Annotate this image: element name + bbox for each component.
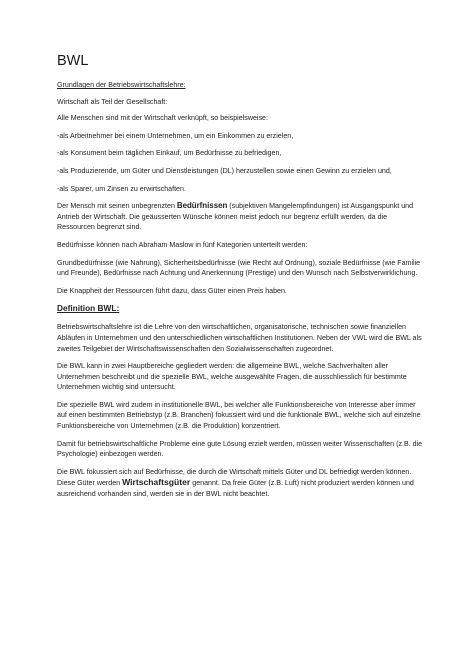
section-heading-grundlagen: Grundlagen der Betriebswirtschaftslehre:	[57, 81, 186, 89]
list-item: -als Konsument beim täglichen Einkauf, um Bedürfnisse zu befriedigen,	[57, 149, 282, 158]
section-heading-definition: Definition BWL:	[57, 303, 120, 314]
needs-bold-term: Bedürfnissen	[176, 201, 228, 211]
maslow-list: Grundbedürfnisse (wie Nahrung), Sicherheitsbedürfnisse (wie Recht auf Ordnung), soziale Bedürfnisse (wie Familie und Freunde), Bedürfnisse nach Achtung und Anerkennung (Prestige) und den Wunsch nach Selbstverwirklichung.	[57, 258, 421, 278]
goods-text-after: genannt. Da freie Güter (z.B. Luft) nicht produziert werden können und ausreichend vorhanden sind, werden sie in der BWL nicht beachtet.	[57, 479, 414, 499]
scarcity-paragraph: Die Knappheit der Ressourcen führt dazu, dass Güter einen Preis haben.	[57, 286, 287, 295]
list-item: -als Sparer, um Zinsen zu erwirtschaften.	[57, 184, 186, 193]
definition-paragraph-3: Die spezielle BWL wird zudem in institutionelle BWL, bei welcher alle Funktionsbereiche von Interesse aber immer auf einen bestimmten Betriebstyp (z.B. Branchen) fokussiert wird und die funktionale BWL, welche sich auf einzelne Funktionsbereiche von Unternehmen (z.B. die Produktion) konzentriert.	[57, 400, 421, 431]
definition-paragraph-4: Damit für betriebswirtschaftliche Probleme eine gute Lösung erzielt werden, müssen weiter Wissenschaften (z.B. die Psychologie) einbezogen werden.	[57, 439, 423, 459]
definition-paragraph-2: Die BWL kann in zwei Hauptbereiche gegliedert werden: die allgemeine BWL, welche Sachverhalten aller Unternehmen beschreibt und die spezielle BWL, welche ausgewählte Fragen, die ausschliesslich für bestimmte Unternehmen wichtig sind untersucht.	[57, 362, 407, 392]
needs-text-after: (subjektiven Mangelempfindungen) ist Ausgangspunkt und Antrieb der Wirtschaft. Die geäusserten Wünsche können meist jedoch nur begrenz erfüllt werden, da die Ressourcen begrenzt sind.	[57, 202, 414, 232]
definition-paragraph-1: Betriebswirtschaftslehre ist die Lehre von den wirtschaftlichen, organisatorische, technischen sowie finanziellen Abläufen in Unternehmen und den unterschiedlichen wirtschaftlichen Institutionen. Neben der VWL wird die BWL als zweites Teilgebiet der Wirtschaftswissenschaften den Sozialwissenschaften zugeordnet.	[57, 323, 422, 353]
goods-text-before: Die BWL fokussiert sich auf Bedürfnisse, die durch die Wirtschaft mittels Güter und DL befriedigt werden können. Diese Güter werden	[57, 467, 412, 488]
maslow-intro: Bedürfnisse können nach Abraham Maslow in fünf Kategorien unterteilt werden:	[57, 240, 308, 249]
document-title: BWL	[57, 53, 89, 69]
subheading-wirtschaft-gesellschaft: Wirtschaft als Teil der Gesellschaft:	[57, 97, 168, 106]
list-item: -als Arbeitnehmer bei einem Unternehmen, um ein Einkommen zu erzielen,	[57, 131, 294, 140]
goods-bold-term: Wirtschaftsgüter	[122, 477, 191, 488]
needs-paragraph	[57, 201, 424, 233]
needs-text-before: Der Mensch mit seinen unbegrenzten	[57, 202, 177, 211]
intro-paragraph: Alle Menschen sind mit der Wirtschaft verknüpft, so beispielsweise:	[57, 114, 268, 123]
definition-paragraph-5	[57, 467, 424, 500]
list-item: -als Produzierende, um Güter und Dienstleistungen (DL) herzustellen sowie einen Gewinn zu erzielen und,	[57, 166, 392, 175]
